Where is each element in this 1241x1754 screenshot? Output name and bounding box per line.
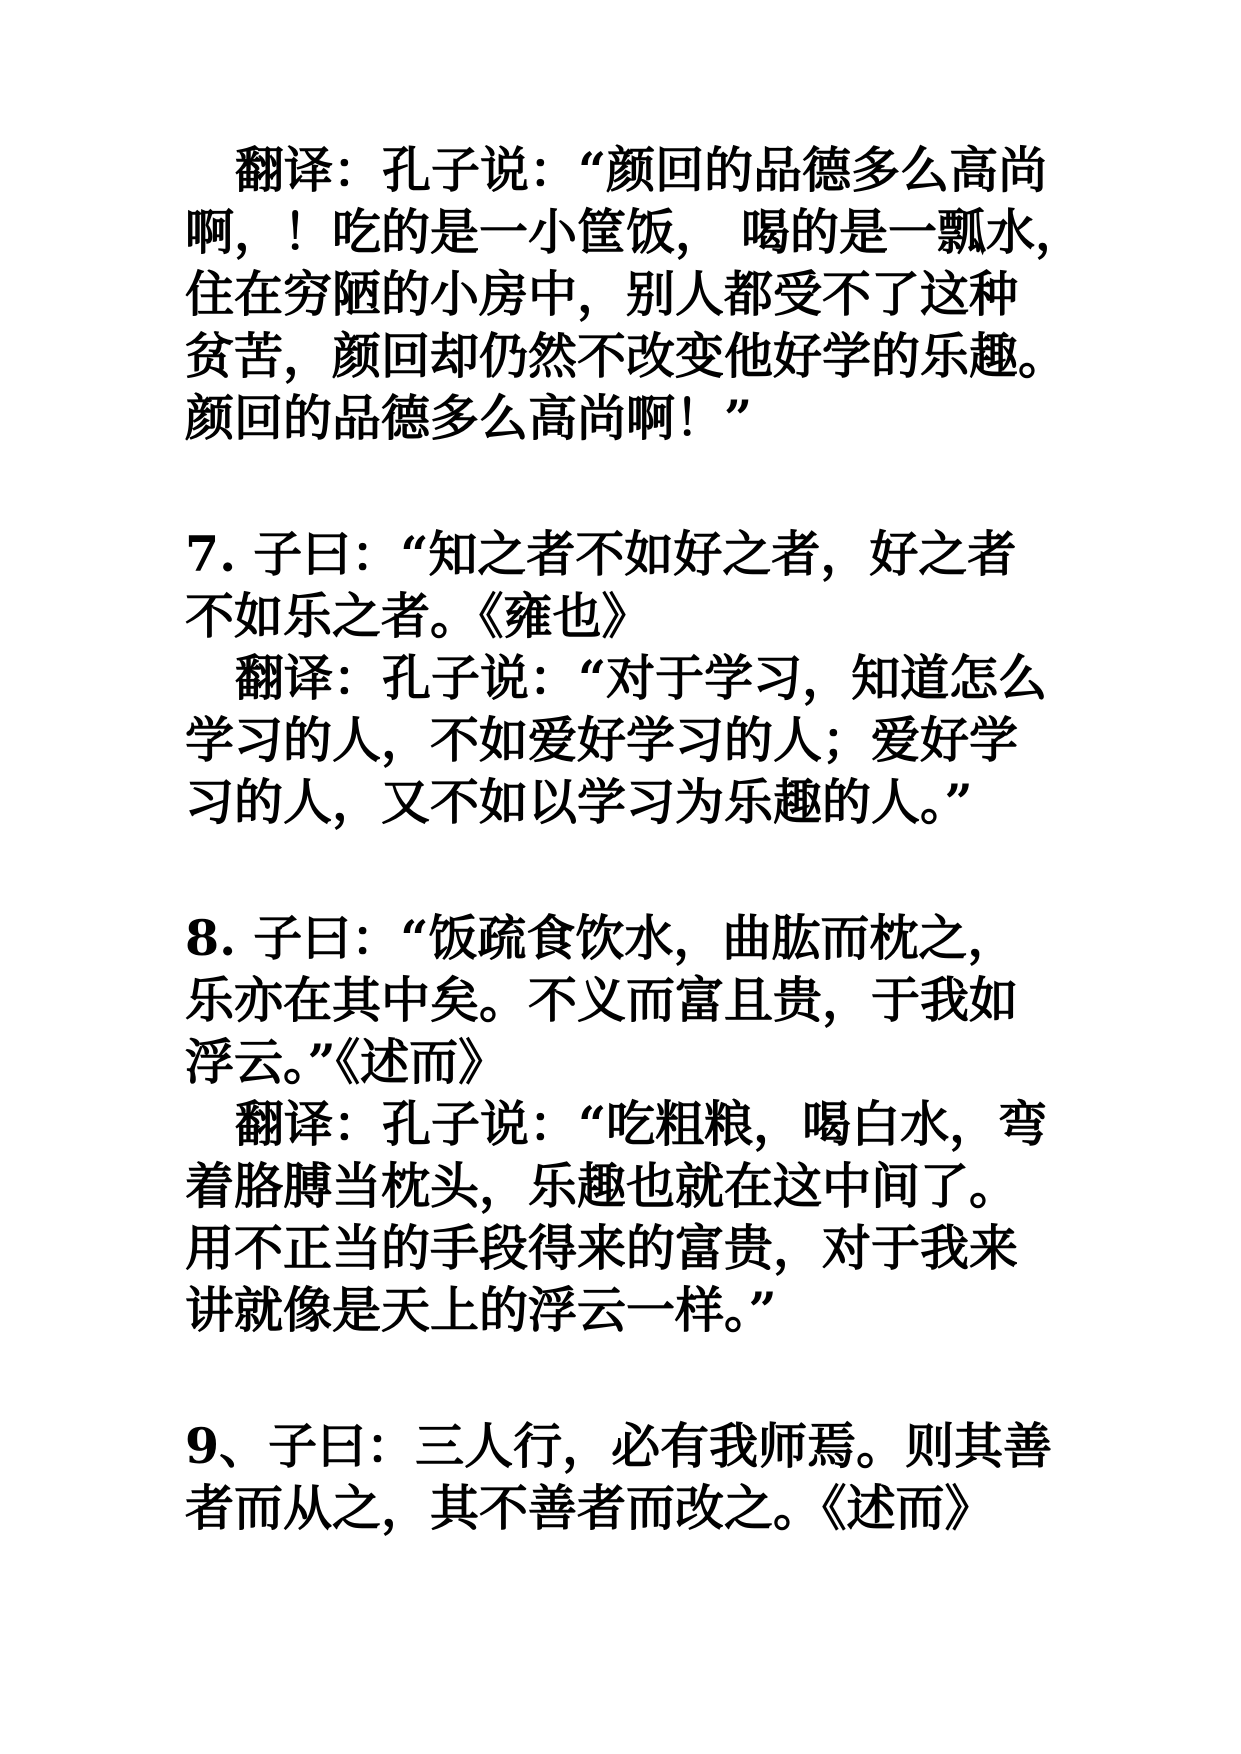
translation-8-line-1: 翻译：孔子说：“吃粗粮，喝白水，弯 [235,1095,1048,1153]
translation-6-line-5: 颜回的品德多么高尚啊！” [185,389,753,447]
translation-6-line-4: 贫苦，颜回却仍然不改变他好学的乐趣。 [185,327,1068,385]
translation-8-line-4: 讲就像是天上的浮云一样。” [185,1281,777,1339]
translation-7-line-1: 翻译：孔子说：“对于学习，知道怎么 [235,649,1048,707]
translation-6-line-1: 翻译：孔子说：“颜回的品德多么高尚 [235,141,1048,199]
quote-9-line-2: 者而从之，其不善者而改之。《述而》 [185,1479,994,1537]
translation-7-line-3: 习的人，又不如以学习为乐趣的人。” [185,773,973,831]
translation-6-line-3: 住在穷陋的小房中，别人都受不了这种 [185,265,1019,323]
quote-7-line-2: 不如乐之者。《雍也》 [185,587,651,645]
quote-8-line-2: 乐亦在其中矣。不义而富且贵，于我如 [185,971,1019,1029]
quote-7-line-1: 7. 子曰：“知之者不如好之者，好之者 [185,525,1017,583]
quote-8-line-3: 浮云。”《述而》 [185,1033,508,1091]
quote-9-line-1: 9、子曰：三人行，必有我师焉。则其善 [185,1417,1053,1475]
translation-7-line-2: 学习的人，不如爱好学习的人；爱好学 [185,711,1019,769]
translation-6-line-2: 啊，！吃的是一小筐饭， 喝的是一瓢水， [185,203,1085,261]
translation-8-line-3: 用不正当的手段得来的富贵，对于我来 [185,1219,1019,1277]
quote-8-line-1: 8. 子曰：“饭疏食饮水，曲肱而枕之， [185,909,1017,967]
translation-8-line-2: 着胳膊当枕头，乐趣也就在这中间了。 [185,1157,1019,1215]
